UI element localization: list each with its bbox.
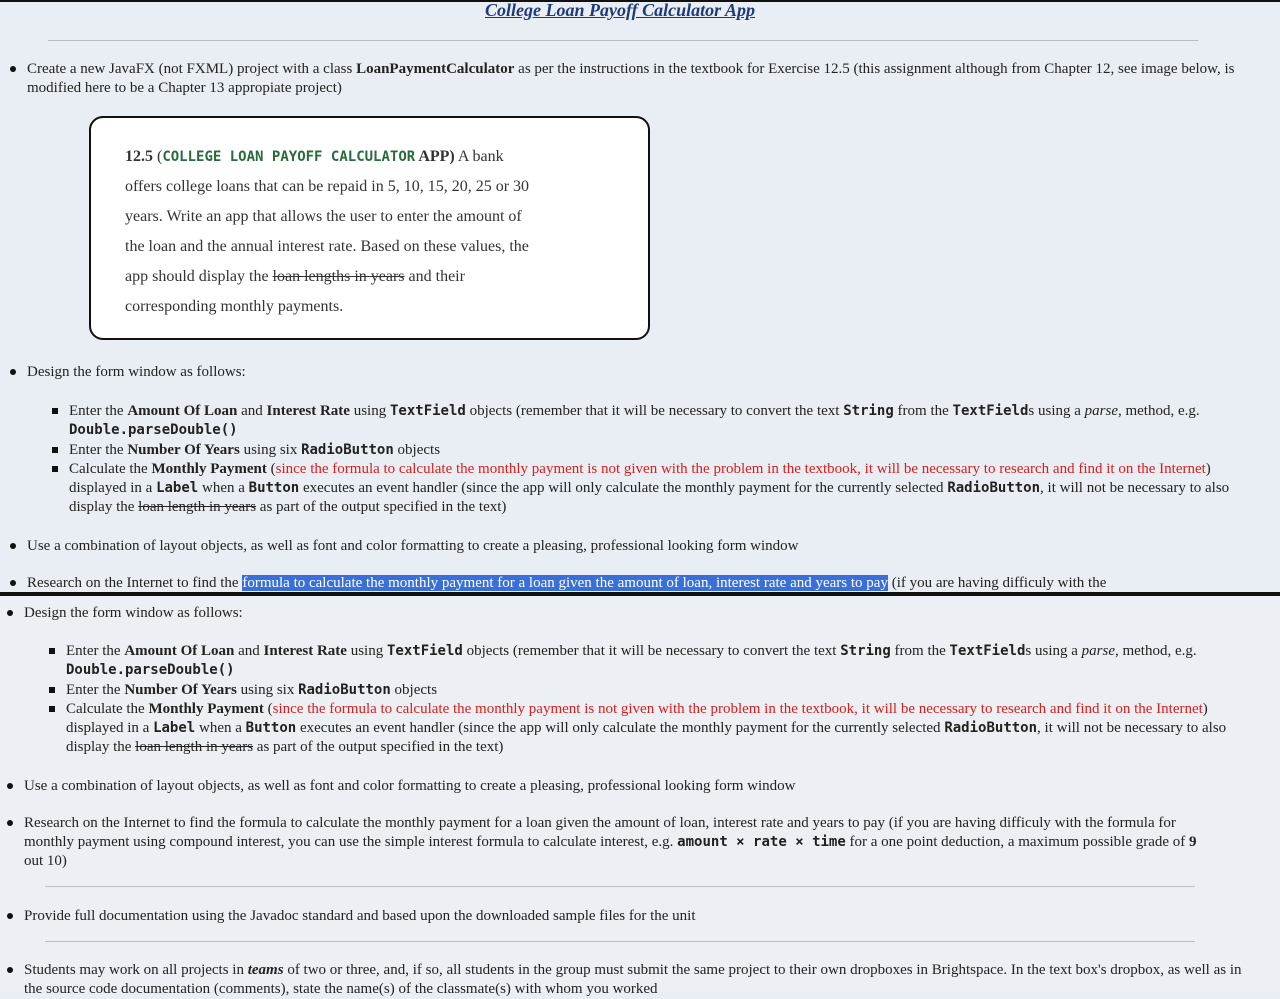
page-title: College Loan Payoff Calculator App (485, 0, 755, 20)
selected-text-highlight[interactable]: formula to calculate the monthly payment for a loan given the amount of loan, interest rate and years to pay (242, 575, 888, 591)
bullet-research-top: Research on the Internet to find the formula to calculate the monthly payment for a loan given the amount of loan, interest rate and years to pay (if you are having difficuly with the (10, 574, 1260, 593)
textbook-excerpt-image: 12.5 (COLLEGE LOAN PAYOFF CALCULATOR APP) A bank offers college loans that can be repaid in 5, 10, 15, 20, 25 or 30 years. Write an app that allows the user to enter the amount of the loan and the annual interest rate. Based on these values, the app should display the loan lengths in years and their corresponding monthly payments. (89, 116, 650, 340)
bullet-dot (10, 66, 16, 72)
divider-top (48, 40, 1198, 41)
divider-bottom (45, 941, 1195, 942)
divider-mid (45, 886, 1195, 887)
lower-screenshot: Design the form window as follows: Enter the Amount Of Loan and Interest Rate using TextField objects (remember that it will be necessary to convert the text String from the TextFields using a parse, method, e.g. Double.parseDouble() Enter the Number Of Years using six RadioButton objects Calculate the Monthly Payment (since the formula to calculate the monthly payment is not given with the problem in the textbook, it will be necessary to research and find it on the Internet) displayed in a Label when a Button executes an event handler (since the app will only calculate the monthly payment for the currently selected RadioButton, it will not be necessary to also display the loan length in years as part of the output specified in the text) Use a combination of layout objects, as well as font and color formatting to create a pleasing, professional looking form window Research on the Internet to find the formula to calculate the monthly payment for a loan given the amount of loan, interest rate and years to pay (if you are having difficuly with the formula for monthly payment using compound interest, you can use the simple interest formula to calculate interest, e.g. amount × rate × time for a one point deduction, a maximum possible grade of 9 out 10) Provide full documentation using the Javadoc standard and based upon the downloaded sample files for the unit Students may work on all projects in teams of two or three, and, if so, all students in the group must submit the same project to their own dropboxes in Brightspace. In the text box's dropbox, as well as in the source code documentation (comments), state the name(s) of the classmate(s) with whom you worked (0, 596, 1280, 992)
